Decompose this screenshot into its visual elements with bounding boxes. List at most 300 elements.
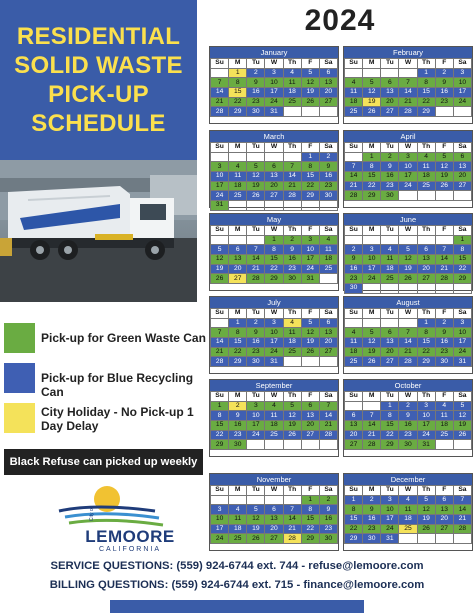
empty-cell	[399, 191, 417, 201]
weekday-header: Su	[211, 59, 229, 69]
day-cell: 2	[319, 152, 337, 162]
empty-cell	[211, 235, 229, 245]
day-cell: 6	[265, 505, 283, 515]
day-cell: 2	[435, 68, 453, 78]
day-cell: 5	[247, 162, 265, 172]
day-cell: 6	[453, 152, 471, 162]
day-cell: 9	[319, 505, 337, 515]
weekday-header: F	[435, 309, 453, 319]
day-cell: 9	[363, 505, 381, 515]
empty-cell	[435, 284, 453, 294]
empty-cell	[399, 284, 417, 294]
day-cell: 1	[265, 235, 283, 245]
day-cell: 30	[363, 534, 381, 544]
weekday-header: W	[265, 143, 283, 153]
day-cell: 3	[301, 235, 319, 245]
weekday-header: W	[399, 309, 417, 319]
day-cell: 22	[417, 347, 435, 357]
day-cell: 25	[399, 524, 417, 534]
day-cell: 5	[363, 78, 381, 88]
day-cell: 17	[399, 172, 417, 182]
day-cell: 29	[301, 191, 319, 201]
day-cell: 12	[301, 78, 319, 88]
weekday-header: M	[229, 226, 247, 236]
day-cell: 7	[319, 401, 337, 411]
day-cell: 23	[435, 347, 453, 357]
day-cell: 25	[345, 357, 363, 367]
empty-cell	[301, 107, 319, 117]
day-cell: 2	[345, 245, 363, 255]
day-cell: 27	[319, 97, 337, 107]
day-cell: 14	[453, 505, 471, 515]
empty-cell	[283, 495, 301, 505]
weekday-header: W	[265, 309, 283, 319]
day-cell: 7	[453, 495, 471, 505]
day-cell: 30	[319, 191, 337, 201]
day-cell: 25	[345, 107, 363, 117]
day-cell: 2	[247, 68, 265, 78]
weekday-header: Th	[417, 59, 435, 69]
day-cell: 25	[381, 274, 399, 284]
yellow-swatch	[4, 403, 35, 433]
day-cell: 10	[301, 245, 319, 255]
empty-cell	[301, 201, 319, 211]
day-cell: 20	[319, 88, 337, 98]
day-cell: 16	[283, 255, 301, 265]
day-cell: 19	[301, 338, 319, 348]
day-cell: 6	[319, 68, 337, 78]
day-cell: 31	[265, 357, 283, 367]
day-cell: 20	[381, 97, 399, 107]
month-calendar	[343, 130, 473, 208]
weekday-header: M	[229, 309, 247, 319]
day-cell: 1	[345, 495, 363, 505]
month-name: January	[210, 47, 338, 58]
weekday-header: W	[399, 486, 417, 496]
day-cell: 9	[435, 328, 453, 338]
day-cell: 6	[435, 495, 453, 505]
day-cell: 19	[363, 347, 381, 357]
empty-cell	[345, 68, 363, 78]
empty-cell	[211, 318, 229, 328]
day-cell: 25	[229, 191, 247, 201]
day-cell: 4	[319, 235, 337, 245]
day-cell: 1	[229, 68, 247, 78]
day-cell: 8	[229, 78, 247, 88]
day-cell: 20	[381, 347, 399, 357]
weekday-header: Sa	[319, 486, 337, 496]
title-line: RESIDENTIAL	[16, 23, 181, 50]
day-cell: 7	[363, 411, 381, 421]
day-cell: 16	[319, 515, 337, 525]
day-cell: 8	[363, 162, 381, 172]
empty-cell	[247, 152, 265, 162]
day-cell: 9	[435, 78, 453, 88]
day-cell: 31	[301, 274, 319, 284]
empty-cell	[399, 318, 417, 328]
weekday-header: Sa	[453, 392, 471, 402]
day-cell: 8	[345, 505, 363, 515]
day-cell: 18	[381, 264, 399, 274]
day-cell: 8	[265, 245, 283, 255]
day-cell: 21	[211, 97, 229, 107]
day-cell: 2	[247, 318, 265, 328]
empty-cell	[211, 68, 229, 78]
day-cell: 16	[363, 515, 381, 525]
legend-green	[4, 323, 204, 353]
day-cell: 19	[247, 524, 265, 534]
empty-cell	[453, 107, 471, 117]
garbage-truck-photo	[0, 160, 197, 302]
empty-cell	[229, 495, 247, 505]
day-cell: 19	[435, 172, 453, 182]
day-cell: 2	[283, 235, 301, 245]
day-cell: 9	[381, 162, 399, 172]
month-name: August	[344, 297, 472, 308]
day-cell: 12	[301, 328, 319, 338]
month-name: October	[344, 380, 472, 391]
day-cell: 14	[435, 255, 453, 265]
day-cell: 25	[283, 347, 301, 357]
weekday-header: Th	[417, 226, 435, 236]
weekday-header: Sa	[319, 392, 337, 402]
day-cell: 17	[453, 88, 471, 98]
weekday-header: Sa	[453, 59, 471, 69]
day-cell: 11	[229, 515, 247, 525]
day-cell: 7	[399, 328, 417, 338]
weekday-header: M	[363, 59, 381, 69]
empty-cell	[265, 201, 283, 211]
day-cell: 23	[363, 524, 381, 534]
day-cell: 5	[399, 245, 417, 255]
day-cell: 5	[453, 401, 471, 411]
day-cell: 15	[229, 338, 247, 348]
empty-cell	[453, 534, 471, 544]
day-cell: 18	[283, 338, 301, 348]
empty-cell	[399, 534, 417, 544]
day-cell: 4	[283, 68, 301, 78]
day-cell: 6	[319, 318, 337, 328]
day-cell: 5	[363, 328, 381, 338]
month-calendar	[343, 379, 473, 457]
day-cell: 19	[399, 264, 417, 274]
day-cell: 24	[211, 191, 229, 201]
empty-cell	[381, 235, 399, 245]
legend-blue	[4, 363, 204, 399]
day-cell: 12	[283, 411, 301, 421]
day-cell: 26	[453, 430, 471, 440]
weekday-header: Su	[345, 309, 363, 319]
day-cell: 11	[319, 245, 337, 255]
empty-cell	[283, 152, 301, 162]
truck-illustration	[0, 160, 197, 302]
day-cell: 21	[435, 264, 453, 274]
day-cell: 27	[265, 534, 283, 544]
empty-cell	[417, 235, 435, 245]
day-cell: 28	[399, 357, 417, 367]
day-cell: 25	[229, 534, 247, 544]
day-cell: 18	[345, 97, 363, 107]
month-name: March	[210, 131, 338, 142]
day-cell: 16	[435, 88, 453, 98]
day-cell: 29	[453, 274, 471, 284]
day-cell: 30	[345, 284, 363, 294]
day-cell: 23	[319, 524, 337, 534]
day-cell: 18	[283, 88, 301, 98]
day-cell: 9	[283, 245, 301, 255]
day-cell: 20	[453, 172, 471, 182]
day-cell: 7	[345, 162, 363, 172]
day-cell: 27	[381, 357, 399, 367]
blue-swatch	[4, 363, 35, 393]
empty-cell	[265, 440, 283, 450]
day-cell: 27	[381, 107, 399, 117]
month-calendar	[209, 473, 339, 551]
weekday-header: M	[363, 392, 381, 402]
day-cell: 30	[283, 274, 301, 284]
weekday-header: M	[363, 143, 381, 153]
day-cell: 4	[435, 401, 453, 411]
day-cell: 1	[229, 318, 247, 328]
day-cell: 24	[247, 430, 265, 440]
day-cell: 13	[319, 328, 337, 338]
day-cell: 24	[363, 274, 381, 284]
day-cell: 24	[211, 534, 229, 544]
weekday-header: M	[363, 309, 381, 319]
day-cell: 13	[381, 88, 399, 98]
day-cell: 19	[453, 421, 471, 431]
day-cell: 15	[453, 255, 471, 265]
day-cell: 9	[345, 255, 363, 265]
month-calendar	[209, 213, 339, 291]
year-heading: 2024	[304, 4, 376, 37]
empty-cell	[453, 440, 471, 450]
day-cell: 20	[417, 264, 435, 274]
empty-cell	[319, 357, 337, 367]
day-cell: 30	[381, 191, 399, 201]
empty-cell	[247, 440, 265, 450]
day-cell: 20	[265, 524, 283, 534]
day-cell: 7	[283, 162, 301, 172]
weekly-note: Black Refuse can picked up weekly	[4, 449, 203, 475]
day-cell: 29	[229, 107, 247, 117]
weekday-header: Su	[345, 392, 363, 402]
service-contact: SERVICE QUESTIONS: (559) 924-6744 ext. 744 - refuse@lemoore.com	[50, 560, 424, 572]
day-cell: 17	[301, 255, 319, 265]
day-cell: 20	[319, 338, 337, 348]
footer-bar	[110, 600, 364, 613]
empty-cell	[435, 235, 453, 245]
empty-cell	[229, 152, 247, 162]
day-cell: 4	[345, 78, 363, 88]
day-cell: 25	[319, 264, 337, 274]
day-cell: 22	[301, 181, 319, 191]
day-cell: 6	[229, 245, 247, 255]
day-cell: 26	[247, 191, 265, 201]
empty-cell	[345, 152, 363, 162]
day-cell: 12	[399, 255, 417, 265]
day-cell: 20	[435, 515, 453, 525]
day-cell: 23	[345, 274, 363, 284]
empty-cell	[363, 235, 381, 245]
weekday-header: Th	[283, 59, 301, 69]
day-cell: 20	[265, 181, 283, 191]
day-cell: 30	[435, 357, 453, 367]
day-cell: 24	[399, 181, 417, 191]
weekday-header: Th	[283, 143, 301, 153]
empty-cell	[399, 235, 417, 245]
empty-cell	[247, 201, 265, 211]
weekday-header: Tu	[247, 143, 265, 153]
day-cell: 22	[363, 181, 381, 191]
day-cell: 16	[435, 338, 453, 348]
day-cell: 18	[229, 181, 247, 191]
weekday-header: Th	[417, 309, 435, 319]
day-cell: 2	[363, 495, 381, 505]
day-cell: 26	[247, 534, 265, 544]
day-cell: 15	[345, 515, 363, 525]
day-cell: 1	[363, 152, 381, 162]
day-cell: 11	[265, 411, 283, 421]
day-cell: 6	[345, 411, 363, 421]
empty-cell	[417, 284, 435, 294]
day-cell: 23	[283, 264, 301, 274]
day-cell: 31	[453, 357, 471, 367]
weekday-header: W	[265, 59, 283, 69]
weekday-header: F	[435, 59, 453, 69]
day-cell: 11	[381, 255, 399, 265]
day-cell: 4	[283, 318, 301, 328]
empty-cell	[229, 235, 247, 245]
empty-cell	[363, 401, 381, 411]
weekday-header: Sa	[453, 486, 471, 496]
day-cell: 17	[265, 338, 283, 348]
day-cell: 10	[453, 328, 471, 338]
weekday-header: Tu	[381, 143, 399, 153]
day-cell: 18	[265, 421, 283, 431]
day-cell: 4	[399, 495, 417, 505]
weekday-header: W	[399, 226, 417, 236]
day-cell: 12	[453, 411, 471, 421]
weekday-header: F	[435, 226, 453, 236]
day-cell: 4	[381, 245, 399, 255]
empty-cell	[417, 191, 435, 201]
day-cell: 10	[211, 172, 229, 182]
weekday-header: Sa	[453, 143, 471, 153]
day-cell: 16	[399, 421, 417, 431]
day-cell: 14	[283, 172, 301, 182]
day-cell: 18	[319, 255, 337, 265]
empty-cell	[345, 235, 363, 245]
day-cell: 21	[363, 430, 381, 440]
day-cell: 31	[381, 534, 399, 544]
day-cell: 25	[265, 430, 283, 440]
green-swatch	[4, 323, 35, 353]
day-cell: 7	[283, 505, 301, 515]
weekday-header: Th	[283, 226, 301, 236]
day-cell: 21	[283, 524, 301, 534]
day-cell: 15	[363, 172, 381, 182]
day-cell: 6	[381, 78, 399, 88]
weekday-header: Su	[345, 59, 363, 69]
day-cell: 15	[265, 255, 283, 265]
day-cell: 13	[265, 515, 283, 525]
weekday-header: W	[265, 486, 283, 496]
day-cell: 10	[211, 515, 229, 525]
day-cell: 9	[247, 328, 265, 338]
legend-label: City Holiday - No Pick-up 1 Day Delay	[41, 405, 194, 433]
day-cell: 5	[435, 152, 453, 162]
month-name: April	[344, 131, 472, 142]
day-cell: 8	[453, 245, 471, 255]
day-cell: 21	[453, 515, 471, 525]
day-cell: 21	[319, 421, 337, 431]
day-cell: 24	[381, 524, 399, 534]
day-cell: 6	[301, 401, 319, 411]
empty-cell	[453, 191, 471, 201]
month-name: November	[210, 474, 338, 485]
day-cell: 19	[301, 88, 319, 98]
day-cell: 29	[345, 534, 363, 544]
weekday-header: Th	[283, 392, 301, 402]
empty-cell	[435, 107, 453, 117]
day-cell: 11	[229, 172, 247, 182]
empty-cell	[417, 534, 435, 544]
day-cell: 6	[381, 328, 399, 338]
day-cell: 27	[319, 347, 337, 357]
day-cell: 21	[283, 181, 301, 191]
day-cell: 29	[381, 440, 399, 450]
day-cell: 26	[417, 524, 435, 534]
day-cell: 1	[417, 68, 435, 78]
day-cell: 11	[435, 411, 453, 421]
day-cell: 29	[301, 534, 319, 544]
day-cell: 28	[345, 191, 363, 201]
month-name: July	[210, 297, 338, 308]
day-cell: 2	[229, 401, 247, 411]
weekday-header: Su	[345, 226, 363, 236]
month-name: December	[344, 474, 472, 485]
empty-cell	[247, 495, 265, 505]
day-cell: 31	[211, 201, 229, 211]
day-cell: 17	[417, 421, 435, 431]
empty-cell	[247, 235, 265, 245]
day-cell: 1	[301, 152, 319, 162]
weekday-header: Su	[211, 309, 229, 319]
day-cell: 12	[363, 338, 381, 348]
weekday-header: Tu	[381, 59, 399, 69]
day-cell: 23	[247, 347, 265, 357]
day-cell: 27	[301, 430, 319, 440]
day-cell: 18	[229, 524, 247, 534]
day-cell: 9	[229, 411, 247, 421]
empty-cell	[435, 534, 453, 544]
day-cell: 17	[247, 421, 265, 431]
day-cell: 26	[301, 347, 319, 357]
day-cell: 20	[229, 264, 247, 274]
day-cell: 18	[417, 172, 435, 182]
day-cell: 12	[247, 515, 265, 525]
title-line: SOLID WASTE	[14, 52, 183, 79]
day-cell: 13	[345, 421, 363, 431]
day-cell: 1	[301, 495, 319, 505]
day-cell: 28	[363, 440, 381, 450]
weekday-header: Tu	[381, 392, 399, 402]
day-cell: 17	[211, 181, 229, 191]
weekday-header: F	[301, 392, 319, 402]
day-cell: 15	[381, 421, 399, 431]
day-cell: 28	[319, 430, 337, 440]
